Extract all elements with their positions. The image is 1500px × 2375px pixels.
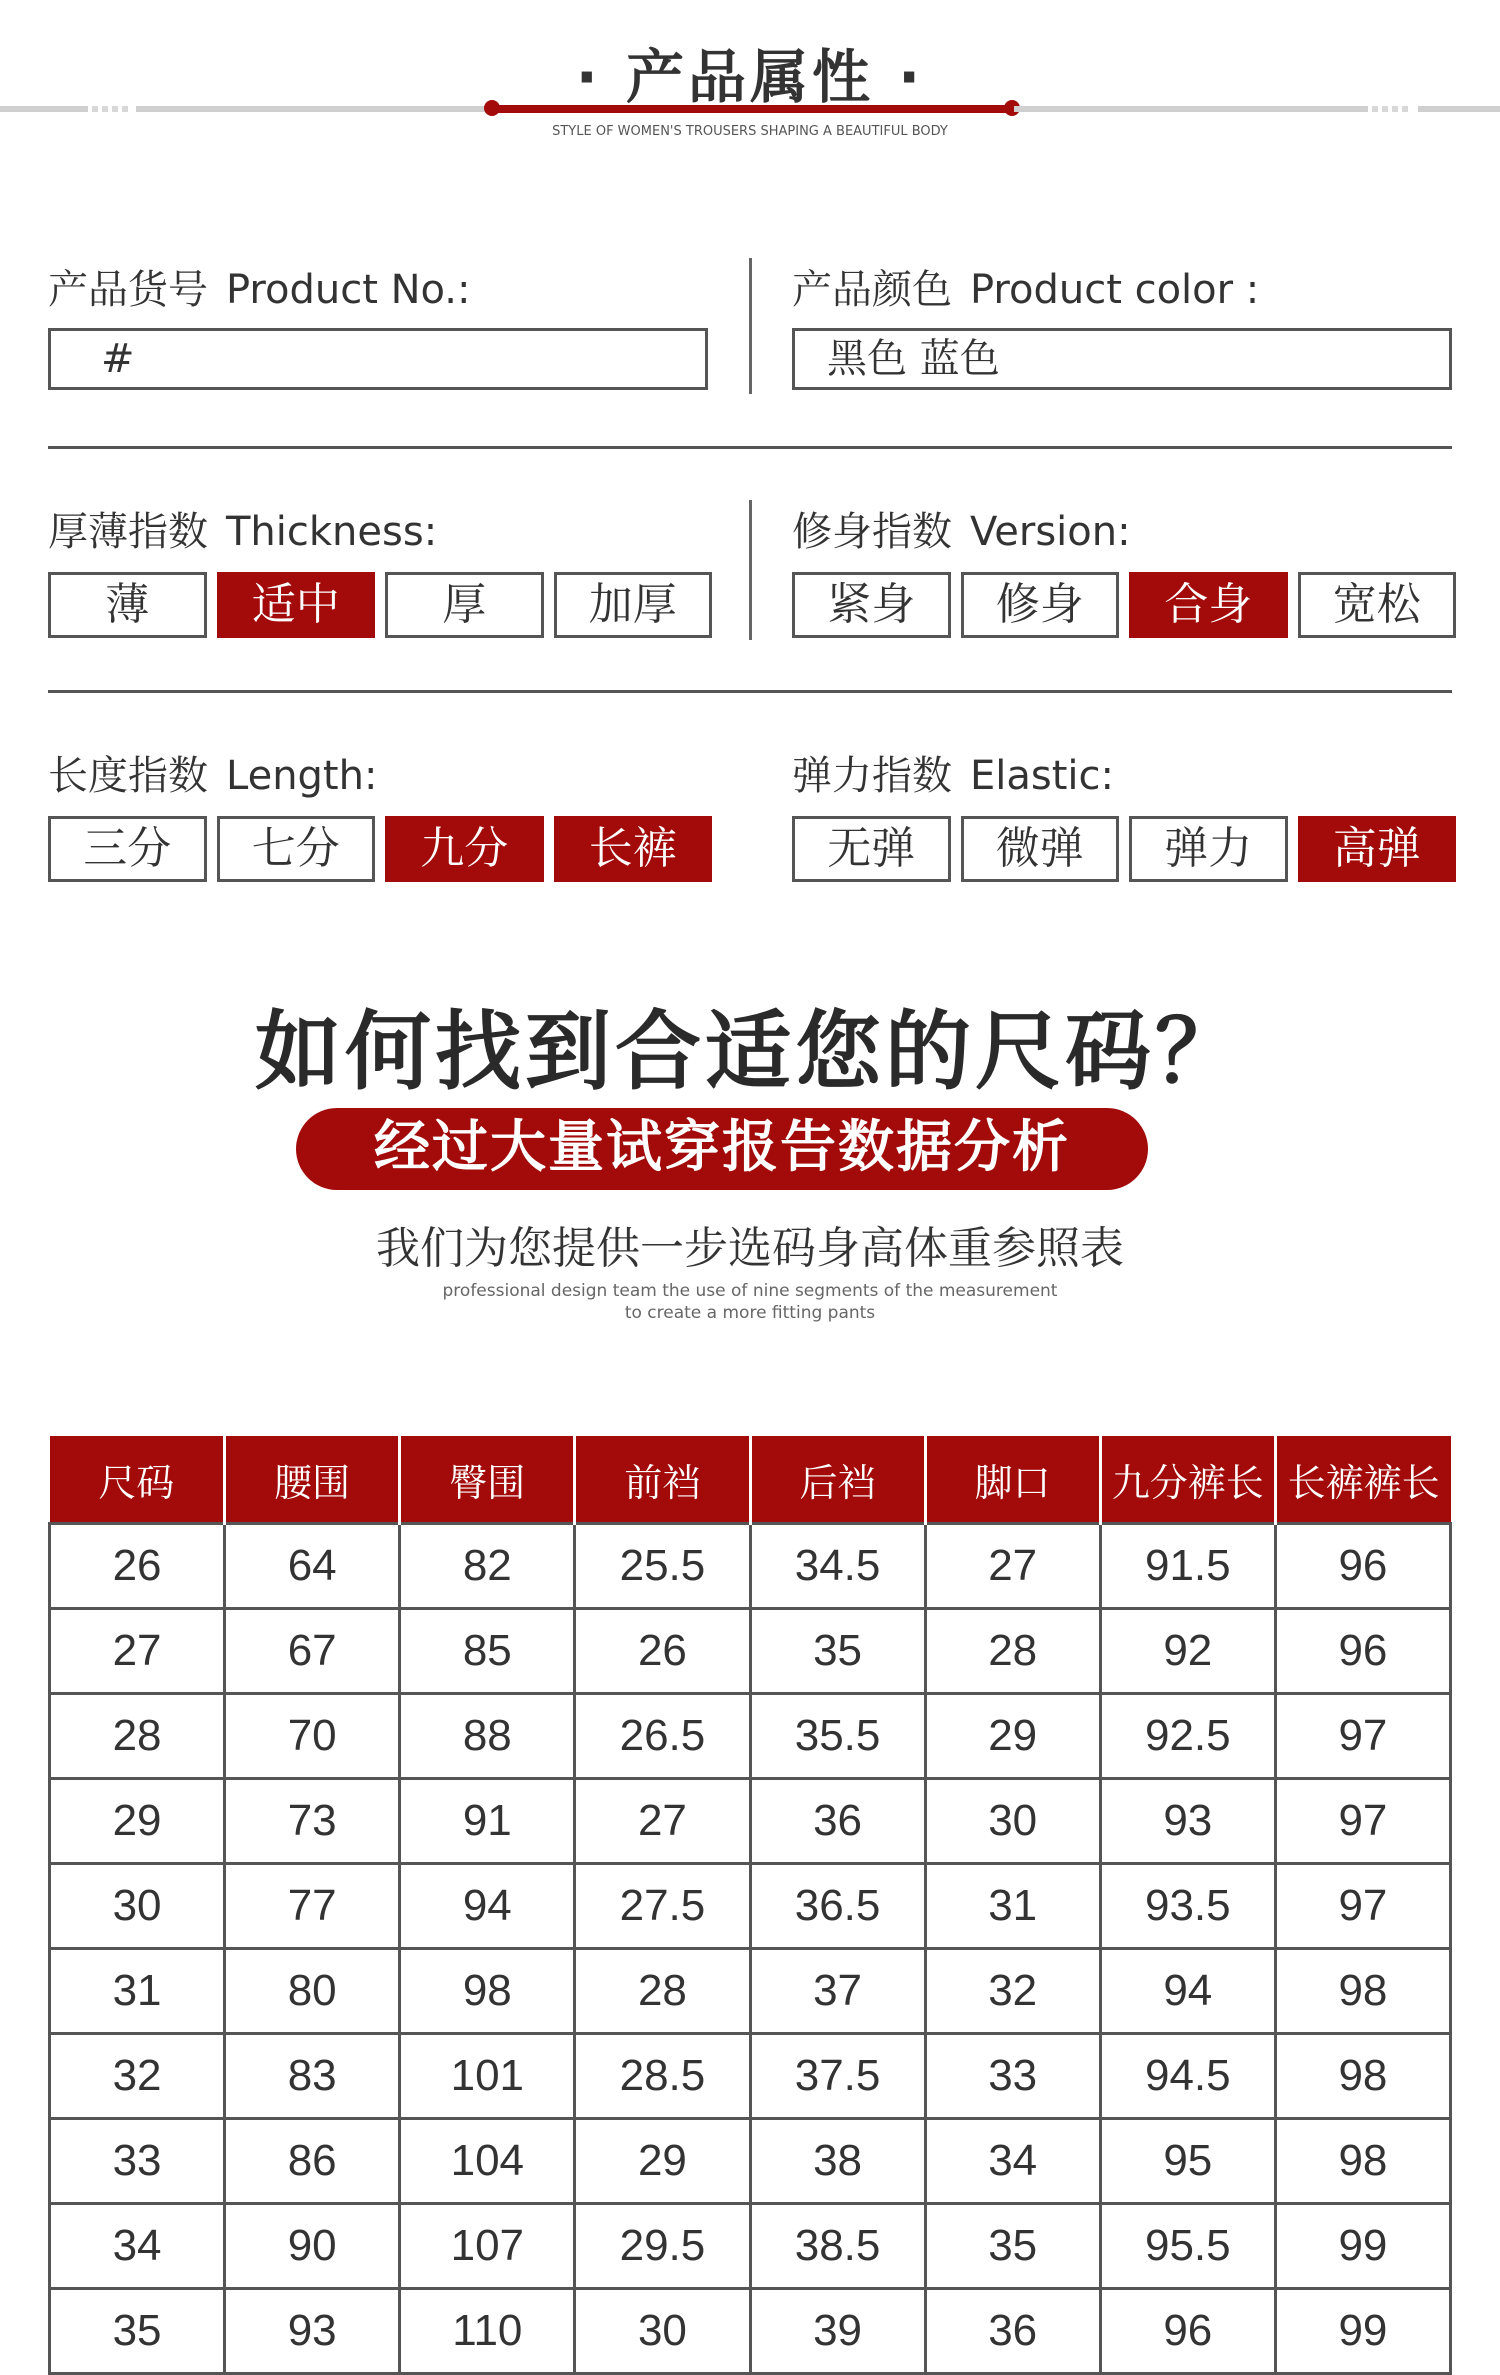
table-cell: 97 [1275, 1864, 1450, 1949]
elastic-option-selected: 高弹 [1298, 816, 1457, 882]
table-cell: 37.5 [750, 2034, 925, 2119]
length-option-selected: 长裤 [554, 816, 713, 882]
attr-label-cn: 长度指数 [48, 753, 208, 799]
table-row [50, 2289, 1451, 2374]
page-title: · 产品属性 · [575, 43, 925, 111]
table-row [50, 1779, 1451, 1864]
table-cell: 90 [225, 2204, 400, 2289]
table-cell: 92.5 [1100, 1694, 1275, 1779]
length-option-selected: 九分 [385, 816, 544, 882]
attr-label [48, 258, 708, 315]
table-header-cell: 臀围 [400, 1436, 575, 1524]
elastic-option: 微弹 [961, 816, 1120, 882]
attr-label-en: Thickness: [226, 509, 438, 555]
table-cell: 35.5 [750, 1694, 925, 1779]
table-cell: 37 [750, 1949, 925, 2034]
table-cell: 67 [225, 1609, 400, 1694]
attr-label [792, 500, 1452, 557]
table-cell: 64 [225, 1524, 400, 1609]
table-cell: 31 [50, 1949, 225, 2034]
table-cell: 35 [925, 2204, 1100, 2289]
table-header-cell: 脚口 [925, 1436, 1100, 1524]
table-cell: 98 [1275, 1949, 1450, 2034]
thickness-options [48, 572, 712, 638]
table-header-cell: 长裤裤长 [1275, 1436, 1450, 1524]
table-cell: 36 [925, 2289, 1100, 2374]
column-divider [749, 500, 752, 640]
size-table-body [50, 1524, 1451, 2374]
table-cell: 82 [400, 1524, 575, 1609]
table-cell: 86 [225, 2119, 400, 2204]
table-cell: 95.5 [1100, 2204, 1275, 2289]
table-cell: 96 [1275, 1609, 1450, 1694]
elastic-options [792, 816, 1456, 882]
version-option: 紧身 [792, 572, 951, 638]
table-cell: 93 [1100, 1779, 1275, 1864]
table-cell: 26 [50, 1524, 225, 1609]
table-cell: 93.5 [1100, 1864, 1275, 1949]
attr-length [48, 744, 708, 874]
table-cell: 77 [225, 1864, 400, 1949]
size-guide-english [0, 1280, 1500, 1324]
table-cell: 35 [50, 2289, 225, 2374]
table-cell: 38.5 [750, 2204, 925, 2289]
attr-label-cn: 厚薄指数 [48, 509, 208, 555]
table-cell: 36.5 [750, 1864, 925, 1949]
table-cell: 97 [1275, 1779, 1450, 1864]
table-cell: 30 [925, 1779, 1100, 1864]
attr-label-en: Elastic: [970, 753, 1115, 799]
section-divider [48, 446, 1452, 449]
section-divider [48, 690, 1452, 693]
table-cell: 33 [925, 2034, 1100, 2119]
table-header-cell: 腰围 [225, 1436, 400, 1524]
table-cell: 35 [750, 1609, 925, 1694]
table-cell: 85 [400, 1609, 575, 1694]
table-cell: 98 [400, 1949, 575, 2034]
table-cell: 70 [225, 1694, 400, 1779]
table-cell: 27.5 [575, 1864, 750, 1949]
table-cell: 28 [50, 1694, 225, 1779]
attr-product-color [792, 258, 1452, 382]
thickness-option: 加厚 [554, 572, 713, 638]
length-option: 七分 [217, 816, 376, 882]
table-cell: 99 [1275, 2289, 1450, 2374]
column-divider [749, 258, 752, 394]
size-guide-english-line: to create a more fitting pants [624, 1303, 876, 1323]
table-cell: 30 [50, 1864, 225, 1949]
table-cell: 25.5 [575, 1524, 750, 1609]
attr-label-en: Product color : [970, 267, 1260, 313]
table-cell: 73 [225, 1779, 400, 1864]
table-cell: 34.5 [750, 1524, 925, 1609]
table-cell: 98 [1275, 2119, 1450, 2204]
table-cell: 38 [750, 2119, 925, 2204]
elastic-option: 无弹 [792, 816, 951, 882]
size-table-head [50, 1436, 1451, 1524]
table-cell: 28 [575, 1949, 750, 2034]
table-row [50, 2119, 1451, 2204]
table-row [50, 2034, 1451, 2119]
page-subtitle: STYLE OF WOMEN'S TROUSERS SHAPING A BEAUTIFUL BODY [552, 124, 948, 139]
table-cell: 92 [1100, 1609, 1275, 1694]
product-no-value: # [48, 328, 708, 390]
size-table-header-row [50, 1436, 1451, 1524]
attr-elastic [792, 744, 1452, 874]
table-header-cell: 前裆 [575, 1436, 750, 1524]
product-color-value: 黑色 蓝色 [792, 328, 1452, 390]
table-cell: 31 [925, 1864, 1100, 1949]
table-cell: 32 [50, 2034, 225, 2119]
table-cell: 91.5 [1100, 1524, 1275, 1609]
version-option-selected: 合身 [1129, 572, 1288, 638]
size-guide-description: 我们为您提供一步选码身高体重参照表 [376, 1223, 1124, 1274]
size-guide-pill: 经过大量试穿报告数据分析 [296, 1108, 1148, 1190]
table-cell: 27 [925, 1524, 1100, 1609]
table-cell: 34 [925, 2119, 1100, 2204]
version-option: 宽松 [1298, 572, 1457, 638]
attr-label-cn: 产品颜色 [792, 267, 952, 313]
table-cell: 94.5 [1100, 2034, 1275, 2119]
table-header-cell: 尺码 [50, 1436, 225, 1524]
attr-label [792, 744, 1452, 801]
table-cell: 27 [50, 1609, 225, 1694]
table-cell: 26 [575, 1609, 750, 1694]
table-cell: 104 [400, 2119, 575, 2204]
table-cell: 30 [575, 2289, 750, 2374]
table-cell: 96 [1100, 2289, 1275, 2374]
table-cell: 28.5 [575, 2034, 750, 2119]
table-cell: 80 [225, 1949, 400, 2034]
size-table [48, 1436, 1452, 2375]
table-cell: 101 [400, 2034, 575, 2119]
table-cell: 93 [225, 2289, 400, 2374]
elastic-option: 弹力 [1129, 816, 1288, 882]
table-cell: 33 [50, 2119, 225, 2204]
thickness-option: 厚 [385, 572, 544, 638]
length-option: 三分 [48, 816, 207, 882]
attr-version [792, 500, 1452, 630]
table-cell: 99 [1275, 2204, 1450, 2289]
table-cell: 39 [750, 2289, 925, 2374]
table-cell: 107 [400, 2204, 575, 2289]
table-cell: 36 [750, 1779, 925, 1864]
table-header-cell: 九分裤长 [1100, 1436, 1275, 1524]
attr-label [48, 500, 708, 557]
table-row [50, 1949, 1451, 2034]
length-options [48, 816, 712, 882]
attr-label-en: Version: [970, 509, 1131, 555]
table-cell: 27 [575, 1779, 750, 1864]
table-cell: 96 [1275, 1524, 1450, 1609]
version-option: 修身 [961, 572, 1120, 638]
size-guide-english-line: professional design team the use of nine segments of the measurement [442, 1281, 1058, 1301]
table-cell: 32 [925, 1949, 1100, 2034]
table-cell: 97 [1275, 1694, 1450, 1779]
thickness-option-selected: 适中 [217, 572, 376, 638]
attr-label-cn: 产品货号 [48, 267, 208, 313]
table-cell: 94 [400, 1864, 575, 1949]
table-cell: 95 [1100, 2119, 1275, 2204]
table-row [50, 1864, 1451, 1949]
attr-label-en: Product No.: [226, 267, 471, 313]
thickness-option: 薄 [48, 572, 207, 638]
table-cell: 88 [400, 1694, 575, 1779]
table-cell: 26.5 [575, 1694, 750, 1779]
table-row [50, 1694, 1451, 1779]
table-cell: 94 [1100, 1949, 1275, 2034]
table-cell: 98 [1275, 2034, 1450, 2119]
table-cell: 29.5 [575, 2204, 750, 2289]
attr-label-cn: 修身指数 [792, 509, 952, 555]
attr-label [48, 744, 708, 801]
table-cell: 34 [50, 2204, 225, 2289]
table-cell: 29 [575, 2119, 750, 2204]
table-header-cell: 后裆 [750, 1436, 925, 1524]
attr-product-no [48, 258, 708, 382]
attr-label-en: Length: [226, 753, 378, 799]
table-cell: 29 [50, 1779, 225, 1864]
attr-thickness [48, 500, 708, 630]
table-cell: 91 [400, 1779, 575, 1864]
table-row [50, 1524, 1451, 1609]
size-guide-title: 如何找到合适您的尺码？ [255, 1002, 1245, 1102]
attr-label [792, 258, 1452, 315]
version-options [792, 572, 1456, 638]
table-row [50, 2204, 1451, 2289]
table-row [50, 1609, 1451, 1694]
attr-label-cn: 弹力指数 [792, 753, 952, 799]
table-cell: 29 [925, 1694, 1100, 1779]
table-cell: 28 [925, 1609, 1100, 1694]
table-cell: 83 [225, 2034, 400, 2119]
table-cell: 110 [400, 2289, 575, 2374]
